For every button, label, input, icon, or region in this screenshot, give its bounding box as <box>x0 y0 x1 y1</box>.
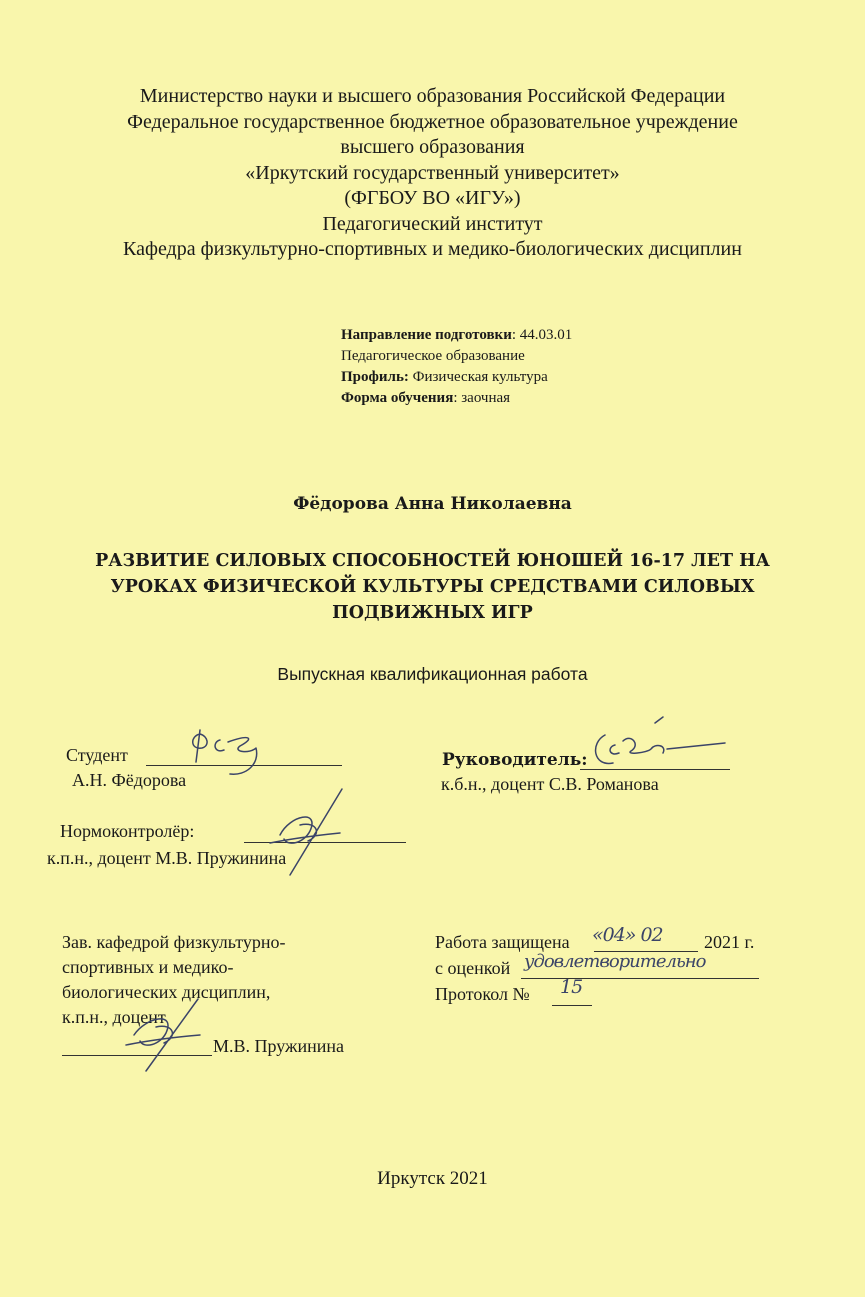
author-name: Фёдорова Анна Николаевна <box>293 494 572 514</box>
university-abbr: (ФГБОУ ВО «ИГУ») <box>344 187 521 209</box>
normcontrol-name: к.п.н., доцент М.В. Пружинина <box>47 848 287 868</box>
student-label: Студент <box>66 745 128 765</box>
defense-year: 2021 г. <box>704 932 755 952</box>
head-title-line-2: спортивных и медико- <box>62 957 234 977</box>
ministry-line: Министерство науки и высшего образования Российской Федерации <box>139 85 726 107</box>
defense-label: Работа защищена <box>435 932 570 952</box>
grade-label: с оценкой <box>435 958 511 978</box>
department-name: Кафедра физкультурно-спортивных и медико-биологических дисциплин <box>123 238 742 260</box>
grade-handwritten: удовлетворительно <box>524 951 706 972</box>
title-line-3: ПОДВИЖНЫХ ИГР <box>332 603 533 623</box>
direction-name: Педагогическое образование <box>341 348 525 364</box>
student-name: А.Н. Фёдорова <box>72 770 187 790</box>
profile-label: Профиль: <box>341 369 409 385</box>
title-line-1: РАЗВИТИЕ СИЛОВЫХ СПОСОБНОСТЕЙ ЮНОШЕЙ 16-17 ЛЕТ НА <box>95 551 770 571</box>
study-info <box>341 325 572 409</box>
protocol-label: Протокол № <box>435 984 530 1004</box>
head-title-line-3: биологических дисциплин, <box>62 982 271 1002</box>
title-line-2: УРОКАХ ФИЗИЧЕСКОЙ КУЛЬТУРЫ СРЕДСТВАМИ СИЛОВЫХ <box>110 577 755 597</box>
profile-value: Физическая культура <box>408 369 548 385</box>
institution-header <box>0 84 865 263</box>
thesis-title <box>0 548 865 626</box>
direction-value: : 44.03.01 <box>511 327 573 343</box>
institute-name: Педагогический институт <box>322 212 543 235</box>
grade-line <box>521 978 759 979</box>
direction-label: Направление подготовки <box>341 327 512 343</box>
city-year: Иркутск 2021 <box>377 1168 488 1189</box>
institution-type-line: Федеральное государственное бюджетное образовательное учреждение <box>127 110 738 133</box>
head-name: М.В. Пружинина <box>213 1036 344 1056</box>
head-title-line-1: Зав. кафедрой физкультурно- <box>62 932 286 952</box>
work-type: Выпускная квалификационная работа <box>277 664 588 684</box>
supervisor-signature <box>585 715 730 775</box>
form-label: Форма обучения <box>341 390 454 406</box>
university-name: «Иркутский государственный университет» <box>245 161 620 184</box>
protocol-line <box>552 1005 592 1006</box>
head-signature <box>120 995 210 1075</box>
protocol-handwritten: 15 <box>560 976 583 998</box>
supervisor-name: к.б.н., доцент С.В. Романова <box>441 774 659 794</box>
supervisor-label: Руководитель: <box>442 750 588 770</box>
student-signature <box>160 724 270 782</box>
head-title-line-4: к.п.н., доцент <box>62 1007 166 1027</box>
normcontrol-label: Нормоконтролёр: <box>60 821 195 841</box>
defense-date-handwritten: «04» 02 <box>592 924 663 946</box>
normcontrol-signature <box>260 785 350 880</box>
education-level-line: высшего образования <box>340 136 525 158</box>
form-value: : заочная <box>453 390 511 406</box>
